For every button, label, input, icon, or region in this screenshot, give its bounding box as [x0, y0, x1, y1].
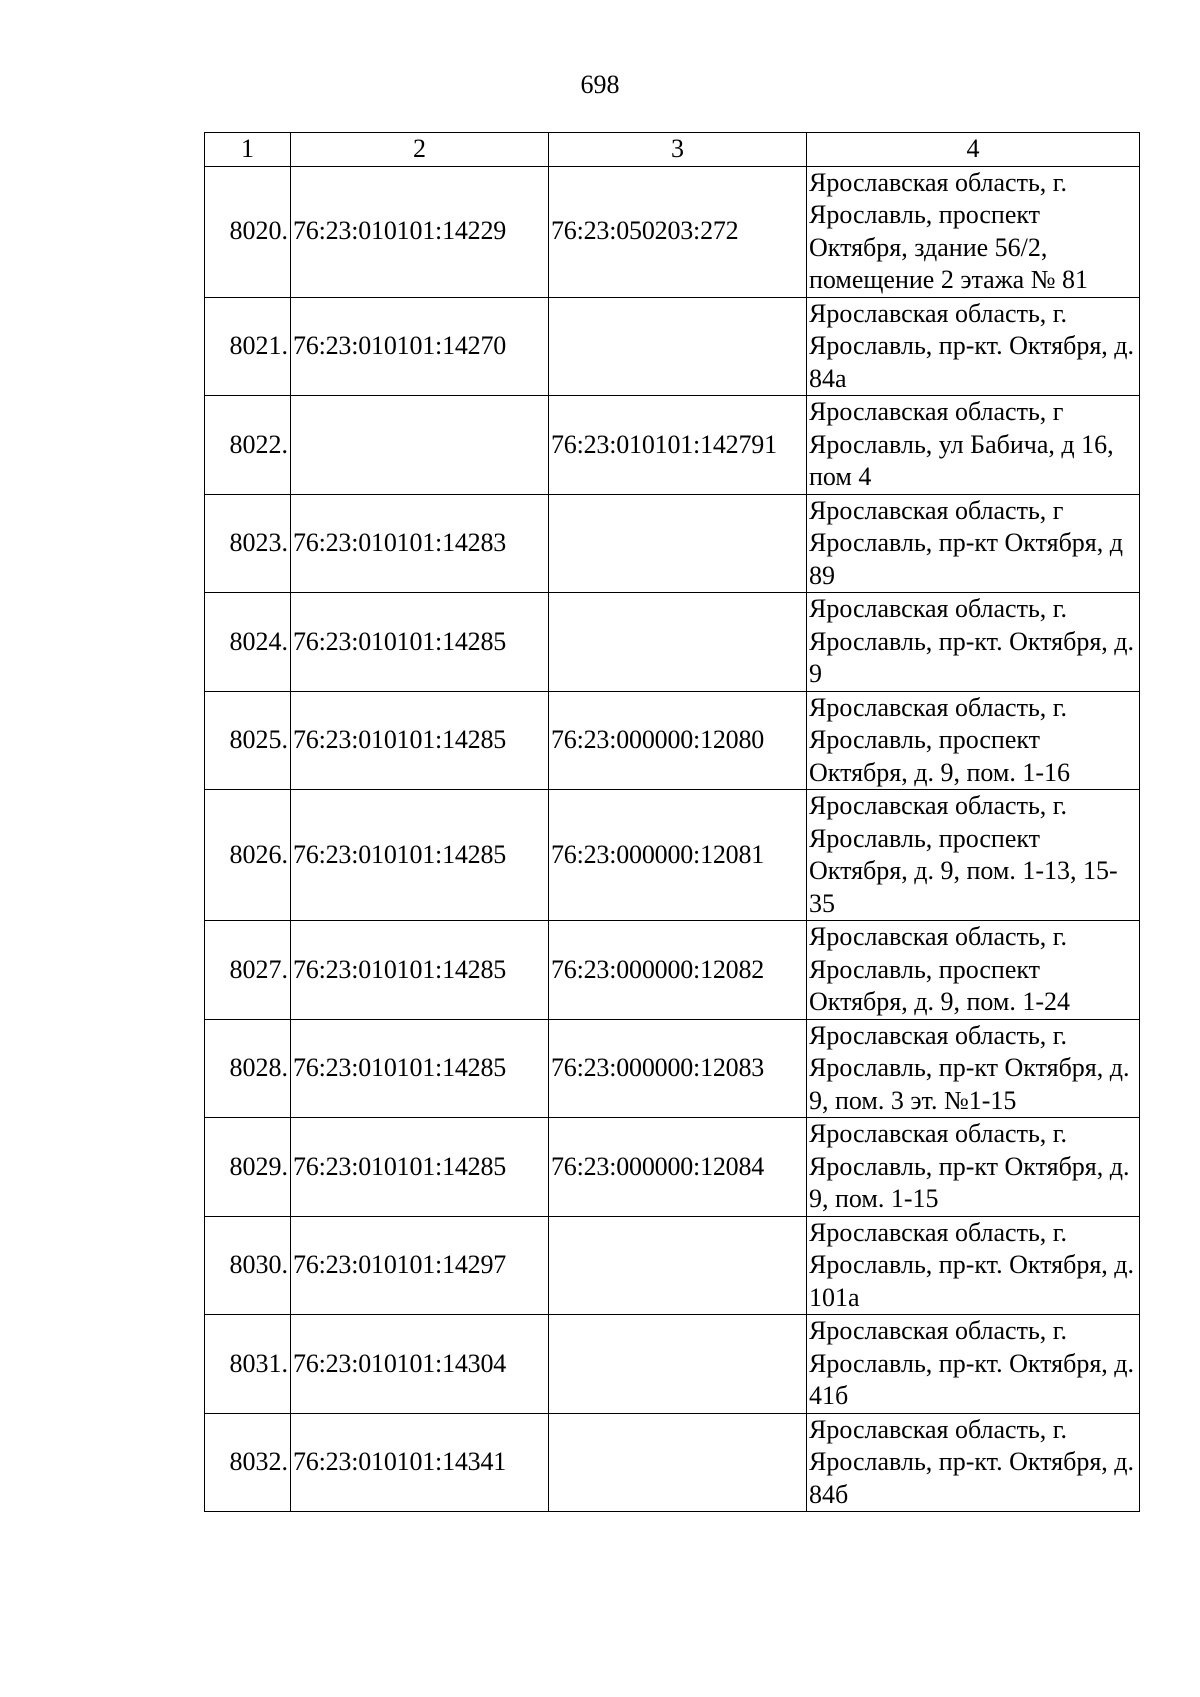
cadastral-number-building [291, 396, 549, 495]
cadastral-number-premises [549, 1315, 807, 1414]
cadastral-number-premises: 76:23:000000:12084 [549, 1118, 807, 1217]
row-number: 8029. [205, 1118, 291, 1217]
address: Ярославская область, г. Ярославль, проспект Октября, д. 9, пом. 1-13, 15-35 [807, 790, 1140, 921]
cadastral-number-building: 76:23:010101:14285 [291, 790, 549, 921]
address: Ярославская область, г. Ярославль, пр-кт. Октября, д. 84б [807, 1413, 1140, 1512]
column-header-1: 1 [205, 133, 291, 167]
table-row [205, 593, 1140, 692]
table-row [205, 1118, 1140, 1217]
page-number: 698 [580, 70, 620, 99]
row-number: 8030. [205, 1216, 291, 1315]
table-row [205, 921, 1140, 1020]
row-number: 8022. [205, 396, 291, 495]
column-header-4: 4 [807, 133, 1140, 167]
cadastral-number-building: 76:23:010101:14229 [291, 166, 549, 297]
cadastral-number-premises [549, 1216, 807, 1315]
cadastral-number-premises: 76:23:000000:12081 [549, 790, 807, 921]
cadastral-number-premises: 76:23:000000:12082 [549, 921, 807, 1020]
cadastral-number-premises [549, 1413, 807, 1512]
address: Ярославская область, г. Ярославль, пр-кт. Октября, д. 9 [807, 593, 1140, 692]
cadastral-number-building: 76:23:010101:14285 [291, 691, 549, 790]
row-number: 8028. [205, 1019, 291, 1118]
table-row [205, 297, 1140, 396]
column-header-3: 3 [549, 133, 807, 167]
table-row [205, 1216, 1140, 1315]
row-number: 8032. [205, 1413, 291, 1512]
cadastral-number-premises: 76:23:010101:142791 [549, 396, 807, 495]
address: Ярославская область, г. Ярославль, пр-кт. Октября, д. 41б [807, 1315, 1140, 1414]
address: Ярославская область, г Ярославль, ул Бабича, д 16, пом 4 [807, 396, 1140, 495]
row-number: 8026. [205, 790, 291, 921]
cadastral-number-building: 76:23:010101:14285 [291, 1118, 549, 1217]
cadastral-number-building: 76:23:010101:14270 [291, 297, 549, 396]
table-row [205, 1413, 1140, 1512]
row-number: 8023. [205, 494, 291, 593]
row-number: 8025. [205, 691, 291, 790]
row-number: 8031. [205, 1315, 291, 1414]
cadastral-number-building: 76:23:010101:14285 [291, 921, 549, 1020]
cadastral-number-building: 76:23:010101:14297 [291, 1216, 549, 1315]
cadastral-number-building: 76:23:010101:14304 [291, 1315, 549, 1414]
row-number: 8024. [205, 593, 291, 692]
table-row [205, 1315, 1140, 1414]
table-row [205, 1019, 1140, 1118]
address: Ярославская область, г. Ярославль, пр-кт Октября, д. 9, пом. 1-15 [807, 1118, 1140, 1217]
address: Ярославская область, г. Ярославль, проспект Октября, здание 56/2, помещение 2 этажа № 81 [807, 166, 1140, 297]
table-row [205, 691, 1140, 790]
table-header-row [205, 133, 1140, 167]
cadastral-number-premises: 76:23:050203:272 [549, 166, 807, 297]
cadastral-number-building: 76:23:010101:14283 [291, 494, 549, 593]
cadastral-number-premises: 76:23:000000:12080 [549, 691, 807, 790]
row-number: 8020. [205, 166, 291, 297]
table-row [205, 396, 1140, 495]
address: Ярославская область, г Ярославль, пр-кт Октября, д 89 [807, 494, 1140, 593]
cadastral-number-premises: 76:23:000000:12083 [549, 1019, 807, 1118]
cadastral-number-building: 76:23:010101:14285 [291, 593, 549, 692]
address: Ярославская область, г. Ярославль, проспект Октября, д. 9, пом. 1-24 [807, 921, 1140, 1020]
registry-table [204, 132, 1140, 1512]
row-number: 8027. [205, 921, 291, 1020]
address: Ярославская область, г. Ярославль, проспект Октября, д. 9, пом. 1-16 [807, 691, 1140, 790]
address: Ярославская область, г. Ярославль, пр-кт. Октября, д. 84а [807, 297, 1140, 396]
row-number: 8021. [205, 297, 291, 396]
table-row [205, 166, 1140, 297]
address: Ярославская область, г. Ярославль, пр-кт Октября, д. 9, пом. 3 эт. №1-15 [807, 1019, 1140, 1118]
table-row [205, 790, 1140, 921]
cadastral-number-premises [549, 494, 807, 593]
cadastral-number-premises [549, 593, 807, 692]
cadastral-number-premises [549, 297, 807, 396]
column-header-2: 2 [291, 133, 549, 167]
cadastral-number-building: 76:23:010101:14285 [291, 1019, 549, 1118]
cadastral-number-building: 76:23:010101:14341 [291, 1413, 549, 1512]
table-row [205, 494, 1140, 593]
address: Ярославская область, г. Ярославль, пр-кт. Октября, д. 101а [807, 1216, 1140, 1315]
